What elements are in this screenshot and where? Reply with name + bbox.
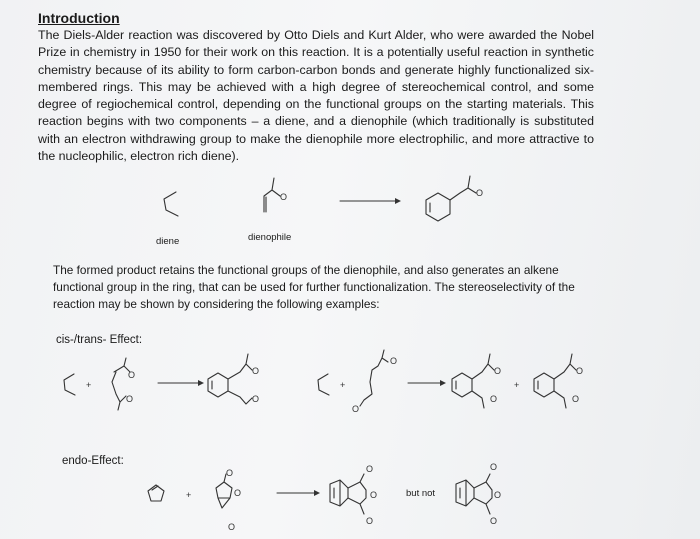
svg-text:O: O — [252, 366, 260, 376]
svg-text:+: + — [340, 380, 346, 390]
svg-text:O: O — [494, 490, 502, 500]
svg-text:+: + — [186, 490, 192, 500]
svg-text:O: O — [572, 394, 580, 404]
but-not-label: but not — [406, 488, 436, 499]
svg-text:O: O — [228, 522, 236, 532]
endo-effect-scheme — [148, 462, 501, 532]
svg-text:O: O — [352, 404, 360, 414]
svg-text:O: O — [128, 370, 136, 380]
svg-text:O: O — [226, 468, 234, 478]
svg-text:O: O — [490, 394, 498, 404]
svg-text:O: O — [234, 488, 242, 498]
svg-text:O: O — [252, 394, 260, 404]
svg-text:O: O — [126, 394, 134, 404]
svg-text:O: O — [490, 516, 498, 526]
diene-structure — [164, 192, 178, 216]
svg-text:O: O — [576, 366, 584, 376]
svg-text:O: O — [366, 464, 374, 474]
carbonyl-oxygen-label: O — [280, 192, 288, 202]
cis-trans-scheme — [64, 350, 583, 414]
svg-text:O: O — [370, 490, 378, 500]
section-heading: Introduction — [38, 10, 120, 26]
svg-text:+: + — [514, 380, 520, 390]
diene-label: diene — [156, 236, 180, 247]
endo-effect-label: endo-Effect: — [62, 455, 124, 467]
dienophile-label: dienophile — [248, 232, 292, 243]
dienophile-structure — [264, 178, 287, 212]
svg-text:O: O — [490, 462, 498, 472]
reaction-arrow — [340, 198, 401, 204]
carbonyl-oxygen-label: O — [476, 188, 484, 198]
svg-text:O: O — [494, 366, 502, 376]
svg-text:O: O — [390, 356, 398, 366]
plus-sign: + — [86, 380, 92, 390]
product-structure — [426, 176, 483, 221]
stereoselectivity-paragraph: The formed product retains the functional groups of the dienophile, and also generates an alkene functional group in the ring, that can be used for further functionalization. The stereoselectivity of the reaction may be shown by considering the following examples: — [53, 263, 575, 311]
svg-text:O: O — [366, 516, 374, 526]
cis-trans-effect-label: cis-/trans- Effect: — [56, 334, 143, 346]
intro-paragraph: The Diels-Alder reaction was discovered by Otto Diels and Kurt Alder, who were awarded the Nobel Prize in chemistry in 1950 for their work on this reaction. It is a potentially useful reaction in synthetic chemistry because of its ability to form carbon-carbon bonds and generate highly functionalized six-membered rings. This may be achieved with a high degree of stereochemical control, and some degree of regiochemical control, depending on the functional groups on the starting materials. This reaction begins with two components – a diene, and a dienophile (which traditionally is substituted with an electron withdrawing group to make the dienophile more electrophilic, and more attractive to the nucleophilic, electron rich diene). — [38, 28, 594, 164]
